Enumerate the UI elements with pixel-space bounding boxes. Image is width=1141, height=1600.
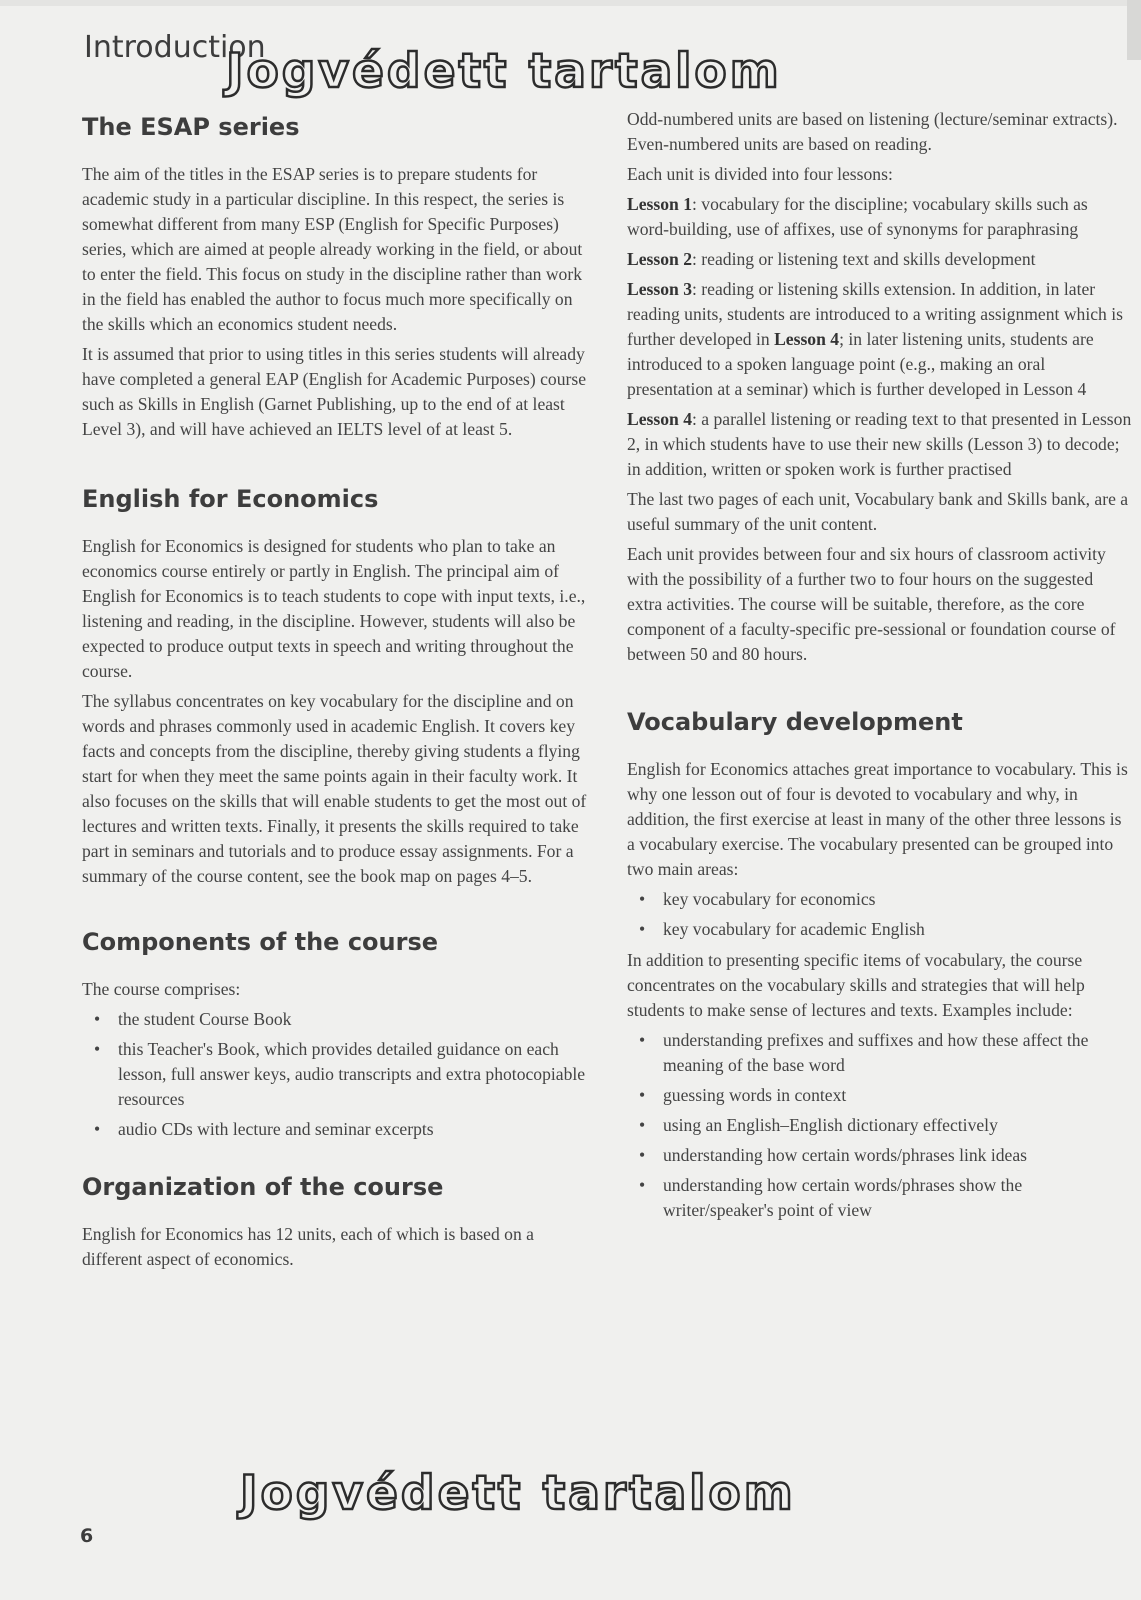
section-heading-components: Components of the course [82, 928, 439, 956]
lesson-text: : vocabulary for the discipline; vocabulary skills such as word-building, use of affixes, use of synonyms for paraphrasing [627, 194, 1088, 239]
list-item: • understanding prefixes and suffixes and how these affect the meaning of the base word [663, 1028, 1132, 1078]
section-heading-economics: English for Economics [82, 485, 379, 513]
units-paragraph-3: The last two pages of each unit, Vocabulary bank and Skills bank, are a useful summary of the unit content. [627, 489, 1129, 534]
components-list [82, 1007, 587, 1142]
list-item: • the student Course Book [118, 1007, 587, 1032]
organization-paragraph: English for Economics has 12 units, each of which is based on a different aspect of economics. [82, 1224, 534, 1269]
components-intro: The course comprises: [82, 979, 241, 999]
list-item: • key vocabulary for economics [663, 887, 1132, 912]
top-edge [0, 0, 1141, 6]
page-title: Introduction [84, 30, 266, 65]
lesson-text: : reading or listening text and skills development [692, 249, 1036, 269]
section-heading-organization: Organization of the course [82, 1173, 444, 1201]
list-item: • guessing words in context [663, 1083, 1132, 1108]
units-paragraph-1: Odd-numbered units are based on listening (lecture/seminar extracts). Even-numbered units are based on reading. [627, 109, 1118, 154]
units-paragraph-4: Each unit provides between four and six hours of classroom activity with the possibility of a further two to four hours on the suggested extra activities. The course will be suitable, therefore, as the core component of a faculty-specific pre-sessional or foundation course of between 50 and 80 hours. [627, 544, 1116, 664]
economics-paragraph-1: English for Economics is designed for students who plan to take an economics course entirely or partly in English. The principal aim of English for Economics is to teach students to cope with input texts, i.e., listening and reading, in the discipline. However, students will also be expected to produce output texts in speech and writing throughout the course. [82, 536, 586, 681]
vocabulary-paragraph-2: In addition to presenting specific items of vocabulary, the course concentrates on the vocabulary skills and strategies that will help students to make sense of lectures and texts. Examples include: [627, 950, 1085, 1020]
lesson-text: : reading or listening skills extension. In addition, in later reading units, students are introduced to a writing assignment which is further developed in [627, 279, 1123, 349]
vocabulary-paragraph-1: English for Economics attaches great importance to vocabulary. This is why one lesson out of four is devoted to vocabulary and why, in addition, the first exercise at least in many of the other three lessons is a vocabulary exercise. The vocabulary presented can be grouped into two main areas: [627, 759, 1128, 879]
vocabulary-skills-list [627, 1028, 1132, 1223]
lesson-3-description [627, 277, 1132, 402]
watermark-bottom: Jogvédett tartalom [240, 1466, 796, 1521]
esap-paragraph-1: The aim of the titles in the ESAP series is to prepare students for academic study in a particular discipline. In this respect, the series is somewhat different from many ESP (English for Specific Purposes) series, which are aimed at people already working in the field, or about to enter the field. This focus on study in the discipline rather than work in the field has enabled the author to focus much more specifically on the skills which an economics student needs. [82, 164, 583, 334]
page-edge-shadow [1127, 0, 1141, 60]
lesson-2-description [627, 247, 1132, 272]
lesson-label: Lesson 1 [627, 194, 693, 214]
economics-paragraph-2: The syllabus concentrates on key vocabulary for the discipline and on words and phrases commonly used in academic English. It covers key facts and concepts from the discipline, thereby giving students a flying start for when they meet the same points again in their faculty work. It also focuses on the skills that will enable students to get the most out of lectures and written texts. Finally, it presents the skills required to take part in seminars and tutorials and to produce essay assignments. For a summary of the course content, see the book map on pages 4–5. [82, 691, 587, 886]
section-heading-vocabulary: Vocabulary development [627, 708, 963, 736]
lesson-1-description [627, 192, 1132, 242]
page-number: 6 [80, 1525, 94, 1547]
section-heading-esap: The ESAP series [82, 113, 300, 141]
lesson-text: ; in later listening units, students are introduced to a spoken language point (e.g., making an oral presentation at a seminar) which is further developed in Lesson 4 [627, 329, 1094, 399]
list-item: • this Teacher's Book, which provides detailed guidance on each lesson, full answer keys, audio transcripts and extra photocopiable resources [118, 1037, 587, 1112]
lesson-label: Lesson 4 [774, 329, 840, 349]
lesson-label: Lesson 3 [627, 279, 693, 299]
units-paragraph-2: Each unit is divided into four lessons: [627, 164, 893, 184]
list-item: • understanding how certain words/phrases show the writer/speaker's point of view [663, 1173, 1132, 1223]
lesson-4-description [627, 407, 1132, 482]
list-item: • understanding how certain words/phrases link ideas [663, 1143, 1132, 1168]
left-column [82, 112, 587, 1277]
vocabulary-areas-list [627, 887, 1132, 942]
list-item: • using an English–English dictionary effectively [663, 1113, 1132, 1138]
lesson-label: Lesson 4 [627, 409, 693, 429]
list-item: • key vocabulary for academic English [663, 917, 1132, 942]
right-column [627, 107, 1132, 1229]
watermark-top: Jogvédett tartalom [226, 44, 782, 99]
esap-paragraph-2: It is assumed that prior to using titles in this series students will already have completed a general EAP (English for Academic Purposes) course such as Skills in English (Garnet Publishing, up to the end of at least Level 3), and will have achieved an IELTS level of at least 5. [82, 344, 587, 439]
lesson-label: Lesson 2 [627, 249, 693, 269]
list-item: • audio CDs with lecture and seminar excerpts [118, 1117, 587, 1142]
lesson-text: : a parallel listening or reading text to that presented in Lesson 2, in which students have to use their new skills (Lesson 3) to decode; in addition, written or spoken work is further practised [627, 409, 1132, 479]
